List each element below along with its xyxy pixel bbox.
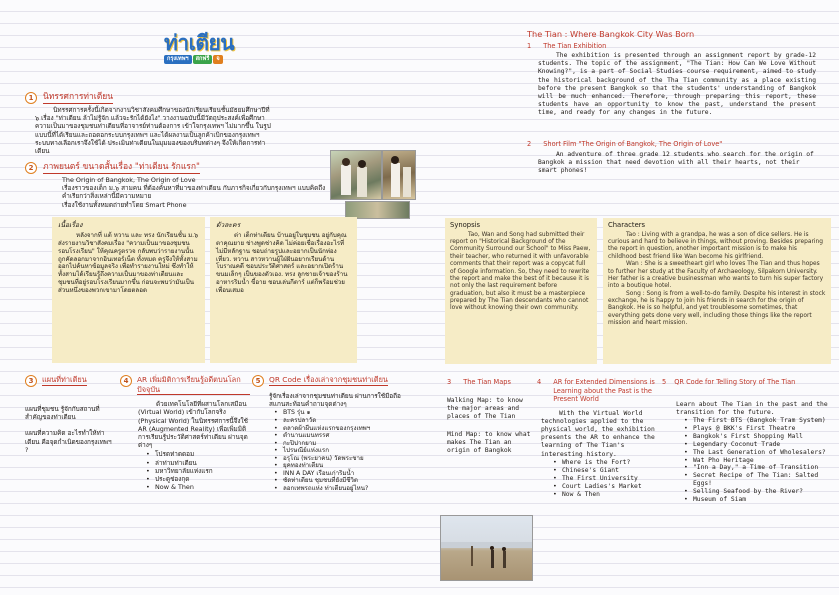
col4-text: With the Virtual World technologies applied to the physical world, the exhibition presents the AR to enhance the learning of The Tian's interesting history. (541, 409, 655, 458)
english-characters-box (603, 218, 831, 364)
english-section-2-text: An adventure of three grade 12 students who search for the origin of Bangkok a mission that need devotion with all their hearts, not their smart phones! (538, 151, 814, 175)
list-item: • Wat Pho Heritage (684, 457, 832, 465)
english-section-2-heading (527, 140, 827, 148)
col3-mind-map: Mind Map: to know what makes The Tian an origin of Bangkok (447, 431, 531, 455)
photo-students-1 (330, 150, 382, 200)
photo-students-2-figures (383, 151, 416, 200)
section-number: 4 (537, 378, 542, 386)
photo-waterfront (440, 515, 533, 581)
list-item: • ซัดท่าเตียน ชุมชนที่ยังมีชีวิต (274, 477, 402, 485)
list-item: • ไปรษณีย์แห่งแรก (274, 447, 402, 455)
photo-students-2 (382, 150, 416, 200)
photo-waterfront-scene (441, 516, 533, 581)
list-item: • Where is the Fort? (553, 459, 659, 467)
section-number: 5 (662, 378, 667, 386)
section-title: The Tian Exhibition (543, 42, 607, 50)
section-number: 2 (527, 140, 532, 148)
col5-text: Learn about The Tian in the past and the transition for the future. (676, 400, 828, 416)
thai-synopsis-box (52, 217, 205, 363)
thai-col-3 (25, 375, 115, 454)
col5-text: รู้จักเรื่องเล่าจากชุมชนท่าเตียน ผ่านการใช้มือถือสแกนสะท้อนคำถามจุดต่างๆ (269, 392, 401, 409)
section-title: AR for Extended Dimensions is Learning about the Past is the Present World (553, 378, 655, 404)
synopsis-heading: Synopsis (450, 221, 481, 229)
section-title: The Tian Maps (463, 378, 511, 386)
section-title: Short Film "The Origin of Bangkok, The Origin of Love" (543, 140, 723, 148)
section-title: QR Code เรื่องเล่าจากชุมชนท่าเตียน (269, 375, 388, 384)
col4-list (146, 450, 250, 491)
logo-strip (164, 55, 246, 64)
characters-tao: Tao : Living with a grandpa, he was a son of dice sellers. He is curious and hard to believe in things, without proving. Besides preparing the report in question, another important mission is to make his childhood best friend like Wan become his girlfriend. (608, 231, 823, 260)
list-item: • ลอกเทพรถแห่ง ท่าเตียนอยู่ไหน? (274, 485, 402, 493)
list-item: • ตลาดผ้าผืนแห่งแรกของกรุงเทพฯ (274, 425, 402, 433)
list-item: • Selling Seafood by the River? (684, 488, 832, 496)
list-item: • กะปิปากยาม (274, 440, 402, 448)
list-item: • ละครปลาวัด (274, 417, 402, 425)
section-title: AR เพิ่มมิติการเรียนรู้อดีตบนโลกปัจจุบัน (137, 375, 250, 395)
section-number: 3 (25, 375, 37, 387)
thai-section-1 (25, 92, 277, 104)
exhibition-logo (164, 32, 246, 80)
list-item: • อรุโณ (พระยาคน) วัดพระชาย (274, 455, 402, 463)
list-item: • Court Ladies's Market (553, 483, 659, 491)
list-item: • Plays @ BKK's First Theatre (684, 425, 832, 433)
list-item: • Bangkok's First Shopping Mall (684, 433, 832, 441)
col4-list (553, 459, 659, 500)
list-item: • ยุคทองท่าเตียน (274, 462, 402, 470)
section-title: QR Code for Telling Story of The Tian (674, 378, 796, 386)
list-item: • Chinese's Giant (553, 467, 659, 475)
english-col-5 (662, 378, 832, 504)
logo-strip-2: สกฟรี (193, 55, 213, 64)
list-item: • INN A DAY เรือนเก่าริมน้ำ (274, 470, 402, 478)
list-item: • "Inn a Day," a Time of Transition (684, 464, 832, 472)
characters-wan: Wan : She is a sweetheart girl who loves The Tian and thus hopes to further her study at the Faculty of Archaeology, Silpakorn University. Her father is a creative businessman who wants to turn his super factory into a boutique hotel. (608, 261, 824, 290)
list-item: • โปรดท่าดดอม (146, 450, 250, 458)
section-number: 1 (527, 42, 532, 50)
list-item: • Now & Then (553, 491, 659, 499)
section-title: นิทรรศการท่าเตียน (43, 92, 114, 103)
section-title: แผนที่ท่าเตียน (42, 375, 87, 384)
film-title: The Origin of Bangkok, The Origin of Love (62, 176, 196, 184)
list-item: • Museum of Siam (684, 496, 832, 504)
english-section-1-heading (527, 42, 827, 50)
list-item: • Now & Then (146, 483, 250, 491)
synopsis-text: หลังจากที่ แต้ หวาน และ ทรง นักเรียนชั้น ม.๖ ส่งรายงานวิชาสังคมเรื่อง "ความเป็นมาของชุมชนรอบโรงเรียน" ให้คุณครูตรวจ กลับพบว่ารายงานนั้นถูกคัดลอกมาจากอินเทอร์เน็ต ทั้งหมด ครูจึงให้ทั้งสามออกไปค้นหาข้อมูลจริง เพื่อทำรายงานใหม่ ซึ่งทำให้ทั้งสามได้เรียนรู้ถึงความเป็นมาของท่าเตียนและชุมชนที่อยู่รอบโรงเรียนมากขึ้น ก่อนจะพบว่ามันเป็นส่วนหนึ่งของพวกเขามาโดยตลอด (58, 231, 199, 295)
section-number: 3 (447, 378, 452, 386)
list-item: • Legendary Coconut Trade (684, 441, 832, 449)
thai-characters-box (210, 217, 357, 363)
thai-section-1-text: นิทรรศการครั้งนี้เกิดจากงานวิชาสังคมศึกษาของนักเรียนเรียนชั้นมัธยมศึกษาปีที่ ๖ เรื่อง "ท่าเตียน ล้าไม่รู้จัก แล้วจะรักได้ยังไง" วางงานฉบับนี้มีวัตถุประสงค์เพื่อศึกษาความเป็นมาของชุมชนท่าเตียนที่อาจารย์ท่านต้องการ เข้าใจกรุงเทพฯ ไม่มากขึ้น ในรูปแบบนี้ที่ได้เรียนและถอดอกระบบกรุงเทพฯ และได้ผลงานเป็นลูกค้าเบิกของกรุงเทพฯ ระบบทางเลือกเราจึงใช้ได้ ประเมินท่าเตียนในมุมมองของบริบทต่างๆ จึงให้เกิดการท่าเตียน (35, 106, 271, 155)
synopsis-heading: เนื้อเรื่อง (58, 221, 83, 229)
list-item: • The First BTS (Bangkok Tram System) (684, 417, 832, 425)
list-item: • BTS รุ่น ๑ (274, 409, 402, 417)
section-number: 5 (252, 375, 264, 387)
thai-col-4 (120, 375, 250, 491)
film-desc: เรื่องราวของเด็ก ม.๖ สามคน ที่ต้องค้นหาที่มาของท่าเตียน กับภารกิจเกี่ยวกับกรุงเทพฯ แบบคิดถึงคำเรียกว่าสิ่งเหล่านี้มีความหมาย (62, 184, 326, 201)
english-col-4 (537, 378, 659, 500)
thai-section-2 (25, 162, 245, 174)
col5-list (684, 417, 832, 504)
logo-strip-1: กรุงเทพฯ (164, 55, 192, 64)
list-item: • มหาวิทยาลัยแห่งแรก (146, 467, 250, 475)
synopsis-text: Tao, Wan and Song had submitted their report on "Historical Background of the Community Surround our School" to Miss Paew, their teacher, who returned it with unfavorable comments that their report was a copycat full of Google information. So, they need to rewrite the report and make the best of it because it is not only the last requirement before graduation, but also it must be a masterpiece prepared by The Tian descendants who cannot love without knowing their own community. (450, 231, 591, 312)
col3-text-2: แผนที่ความคิด อะไรทำให้ท่าเตียน คือจุดกำเนิดของกรุงเทพฯ ? (25, 429, 112, 454)
film-info (62, 176, 327, 209)
characters-heading: ตัวละคร (216, 221, 241, 229)
list-item: • ล่าท่ามท่าเตียน (146, 459, 250, 467)
section-number: 4 (120, 375, 132, 387)
col3-walking-map: Walking Map: to know the major areas and places of The Tian (447, 396, 523, 420)
characters-song: Song : Song is from a well-to-do family. Despite his interest in stock exchange, he is happy to join his friends in search for the origin of Bangkok. He is so helpful, and yet troublesome sometimes, that everything gets done very well, including those things like the report mission and heart mission. (608, 290, 826, 327)
list-item: • ตำนานแมนทรรศ (274, 432, 402, 440)
characters-text: ต่า เด็กท่าเตียน บ้านอยู่ในชุมชน อยู่กับคุณตาคุณยาย ช่างพูดช่างคิด ไม่ค่อยเชื่อเรื่องอะไรที่ไม่มีหลักฐาน ชอบถ่ายรูปและอยากเป็นนักท่องเที่ยว. หวาน สาวหวานผู้ใฝ่ฝันอยากเรียนด้านโบราณคดี ชอบประวัติศาสตร์ และอยากเปิดร้านขนมเล็กๆ เป็นของตัวเอง. ทรง ลูกชายเจ้าของร้านอาหารริมน้ำ ขี้อาย ชอบเล่นกีตาร์ แต่ก็พร้อมช่วยเพื่อนเสมอ (216, 231, 348, 295)
english-col-3 (447, 378, 537, 456)
list-item: • The Last Generation of Wholesalers? (684, 449, 832, 457)
photo-students-1-figures (331, 151, 382, 200)
col4-text: ด้วยเทคโนโลยีที่ผสานโลกเสมือน (Virtual World) เข้ากับโลกจริง (Physical World) ในนิทรรศการนี้จึงใช้ AR (Augmented Reality) เพื่อเพิ่มมิติการเรียนรู้ประวัติศาสตร์ท่าเตียน ผ่านจุดต่างๆ (138, 400, 248, 450)
english-page-title: The Tian : Where Bangkok City Was Born (527, 29, 695, 39)
col5-list (274, 409, 402, 492)
section-number: 1 (25, 92, 37, 104)
list-item: • ประตูช่องกุด (146, 475, 250, 483)
english-synopsis-box (445, 218, 597, 364)
thai-col-5 (252, 375, 402, 493)
characters-heading: Characters (608, 221, 646, 229)
section-title: ภาพยนตร์ ขนาดสั้นเรื่อง "ท่าเตียน รักแรก" (43, 162, 200, 173)
list-item: • The First University (553, 475, 659, 483)
section-number: 2 (25, 162, 37, 174)
logo-strip-3: จ (213, 55, 222, 64)
film-note: เรื่องใช้งานทั้งหมดถ่ายทำโดย Smart Phone (62, 200, 187, 209)
col3-text-1: แผนที่ชุมชน รู้จักกับสถานที่สำคัญของท่าเตียน (25, 405, 100, 422)
logo-title: ท่าเตียน (164, 30, 235, 55)
english-section-1-text: The exhibition is presented through an assignment report by grade-12 students. The topic of the assignment, "The Tian: How Can We Love Without Knowing?", is a part of Social Studies course requirement, aimed to study the historical background of the Tha Tian community as a place existing before the present Bangkok so that the students' understanding of Bangkok will be much enhanced. Therefore, through preparing this report, these students have an opportunity to know the past, understand the present time, and ready for any changes in the future. (538, 52, 816, 117)
list-item: • Secret Recipe of The Tian: Salted Eggs! (684, 472, 832, 488)
